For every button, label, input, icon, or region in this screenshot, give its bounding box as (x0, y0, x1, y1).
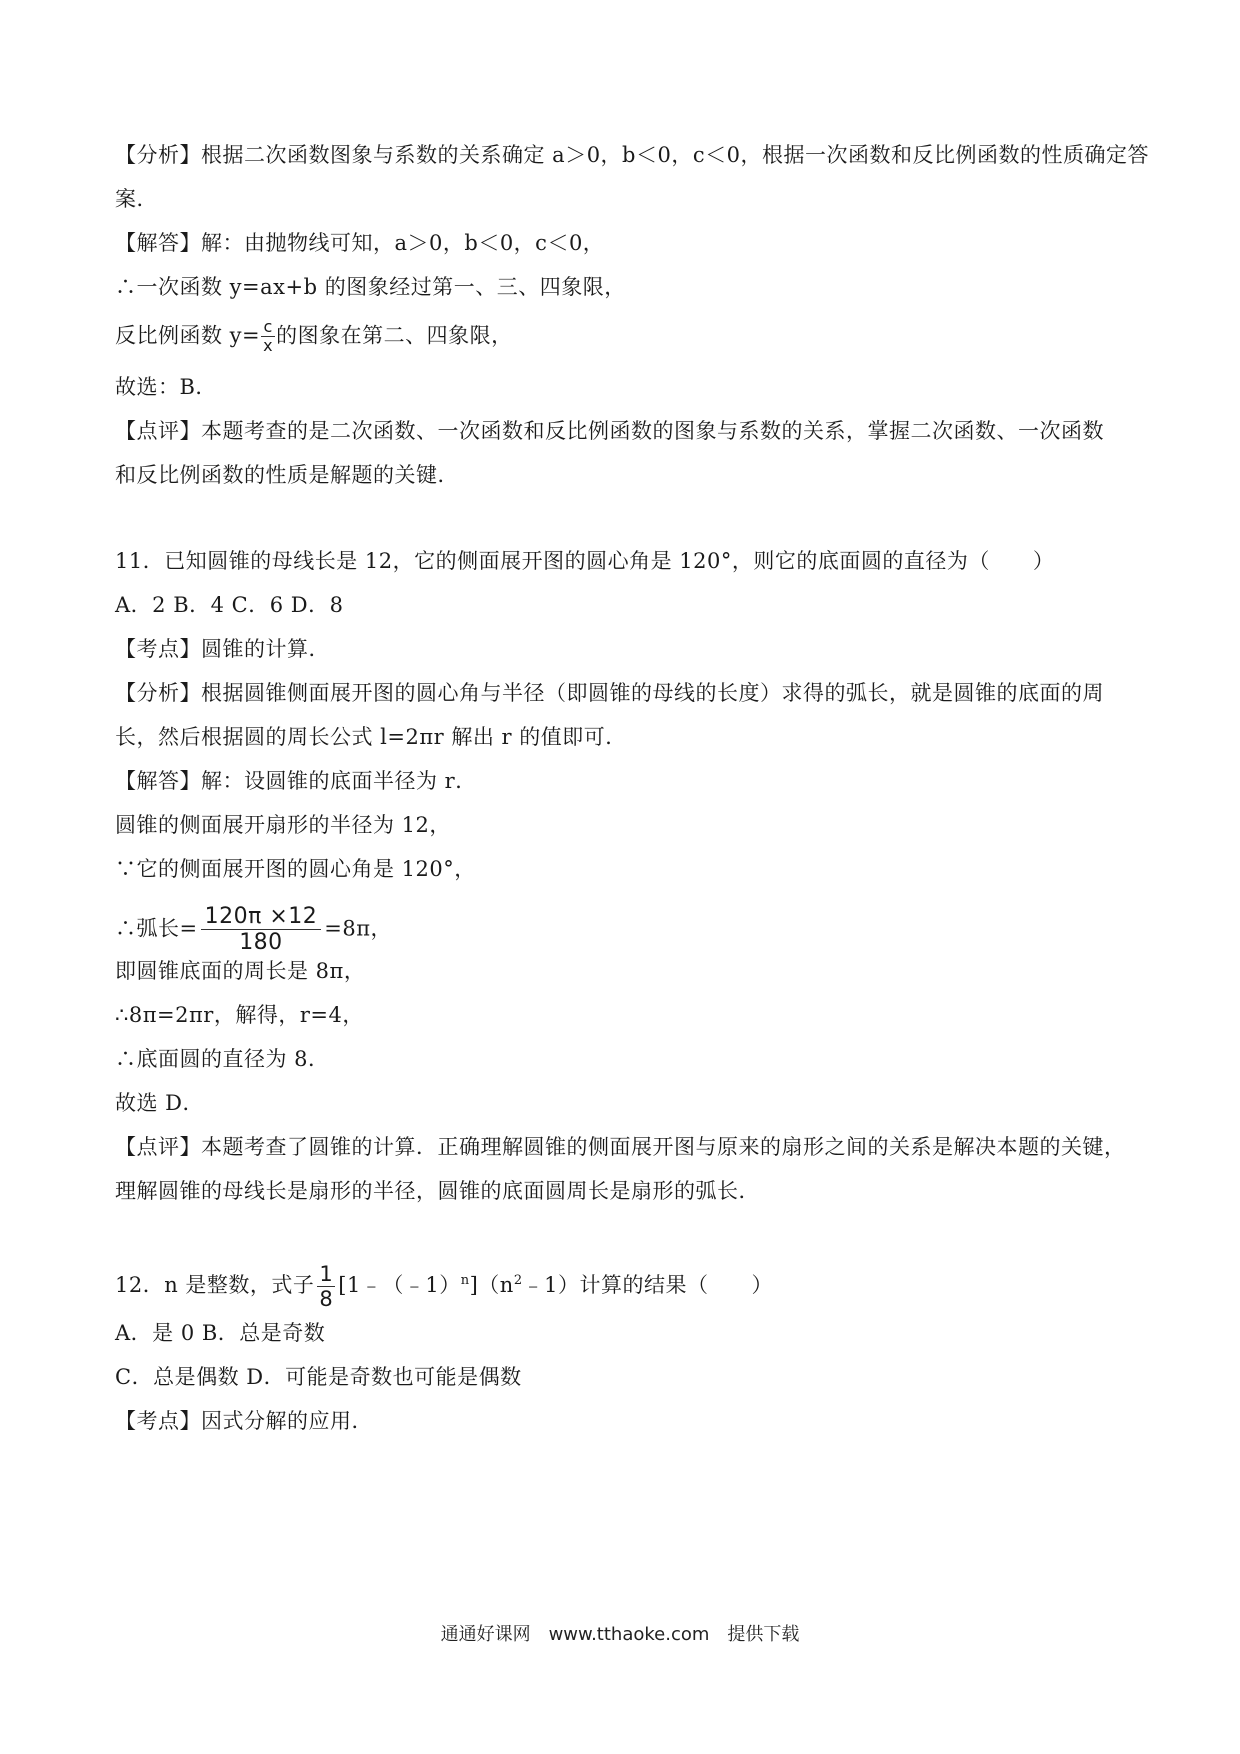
q12-question-part4: ﹣1）计算的结果（ ） (522, 1273, 773, 1298)
q12-options-line1: A．是 0 B．总是奇数 (115, 1321, 326, 1345)
q10-analysis-line1: 【分析】根据二次函数图象与系数的关系确定 a＞0，b＜0，c＜0，根据一次函数和反比例函数的性质确定答 (115, 143, 1149, 167)
q11-answer-line1: 【解答】解：设圆锥的底面半径为 r． (115, 769, 477, 793)
q12-question (115, 1262, 773, 1311)
q10-review-line2: 和反比例函数的性质是解题的关键． (115, 463, 459, 487)
q10-answer-line3-prefix: 反比例函数 y= (115, 323, 261, 348)
q11-answer-line4-suffix: =8π， (324, 916, 393, 941)
exponent-n: n (460, 1273, 470, 1289)
q10-analysis-line2: 案． (115, 187, 158, 211)
one-eighth-fraction (317, 1262, 335, 1311)
q11-answer-line4-prefix: ∴弧长= (115, 916, 198, 941)
q10-choice: 故选：B． (115, 375, 217, 399)
q11-answer-line6: ∴8π=2πr，解得，r=4， (115, 1003, 364, 1027)
q11-answer-line4 (115, 904, 392, 956)
q12-kaodian: 【考点】因式分解的应用． (115, 1409, 373, 1433)
footer-text: 通通好课网 www.tthaoke.com 提供下载 (440, 1624, 800, 1645)
q12-question-prefix: 12．n 是整数，式子 (115, 1273, 315, 1298)
q10-answer-line3-suffix: 的图象在第二、四象限， (276, 323, 513, 348)
q11-review-line2: 理解圆锥的母线长是扇形的半径，圆锥的底面圆周长是扇形的弧长． (115, 1179, 760, 1203)
fraction-denominator: 8 (319, 1287, 334, 1312)
q10-answer-line1: 【解答】解：由抛物线可知，a＞0，b＜0，c＜0， (115, 231, 605, 255)
fraction-denominator: x (263, 336, 274, 356)
q11-kaodian: 【考点】圆锥的计算． (115, 637, 330, 661)
arc-length-fraction (201, 904, 322, 956)
q11-choice: 故选 D． (115, 1091, 205, 1115)
fraction-numerator: c (261, 318, 275, 337)
fraction-numerator: 120π ×12 (201, 904, 322, 930)
q11-answer-line7: ∴底面圆的直径为 8． (115, 1047, 330, 1071)
q11-options: A．2 B．4 C．6 D．8 (115, 593, 344, 617)
q11-question: 11．已知圆锥的母线长是 12，它的侧面展开图的圆心角是 120°，则它的底面圆的直径为（ ） (115, 549, 1055, 573)
q10-answer-line3 (115, 318, 513, 356)
q10-review-line1: 【点评】本题考查的是二次函数、一次函数和反比例函数的图象与系数的关系，掌握二次函数、一次函数 (115, 419, 1104, 443)
inverse-fraction (261, 318, 275, 356)
q11-analysis-line2: 长，然后根据圆的周长公式 l=2πr 解出 r 的值即可． (115, 725, 627, 749)
q12-question-part2: [1﹣（﹣1） (338, 1273, 461, 1298)
q12-question-part3: ]（n (469, 1273, 514, 1298)
q10-answer-line2: ∴一次函数 y=ax+b 的图象经过第一、三、四象限， (115, 275, 626, 299)
fraction-denominator: 180 (239, 930, 283, 956)
exponent-2: 2 (513, 1273, 523, 1289)
q11-answer-line2: 圆锥的侧面展开扇形的半径为 12， (115, 813, 451, 837)
q11-review-line1: 【点评】本题考查了圆锥的计算．正确理解圆锥的侧面展开图与原来的扇形之间的关系是解决本题的关键， (115, 1135, 1126, 1159)
q12-options-line2: C．总是偶数 D．可能是奇数也可能是偶数 (115, 1365, 522, 1389)
q11-answer-line3: ∵它的侧面展开图的圆心角是 120°， (115, 857, 476, 881)
q11-answer-line5: 即圆锥底面的周长是 8π， (115, 959, 366, 983)
fraction-numerator: 1 (319, 1262, 334, 1286)
q11-analysis-line1: 【分析】根据圆锥侧面展开图的圆心角与半径（即圆锥的母线的长度）求得的弧长，就是圆锥的底面的周 (115, 681, 1104, 705)
